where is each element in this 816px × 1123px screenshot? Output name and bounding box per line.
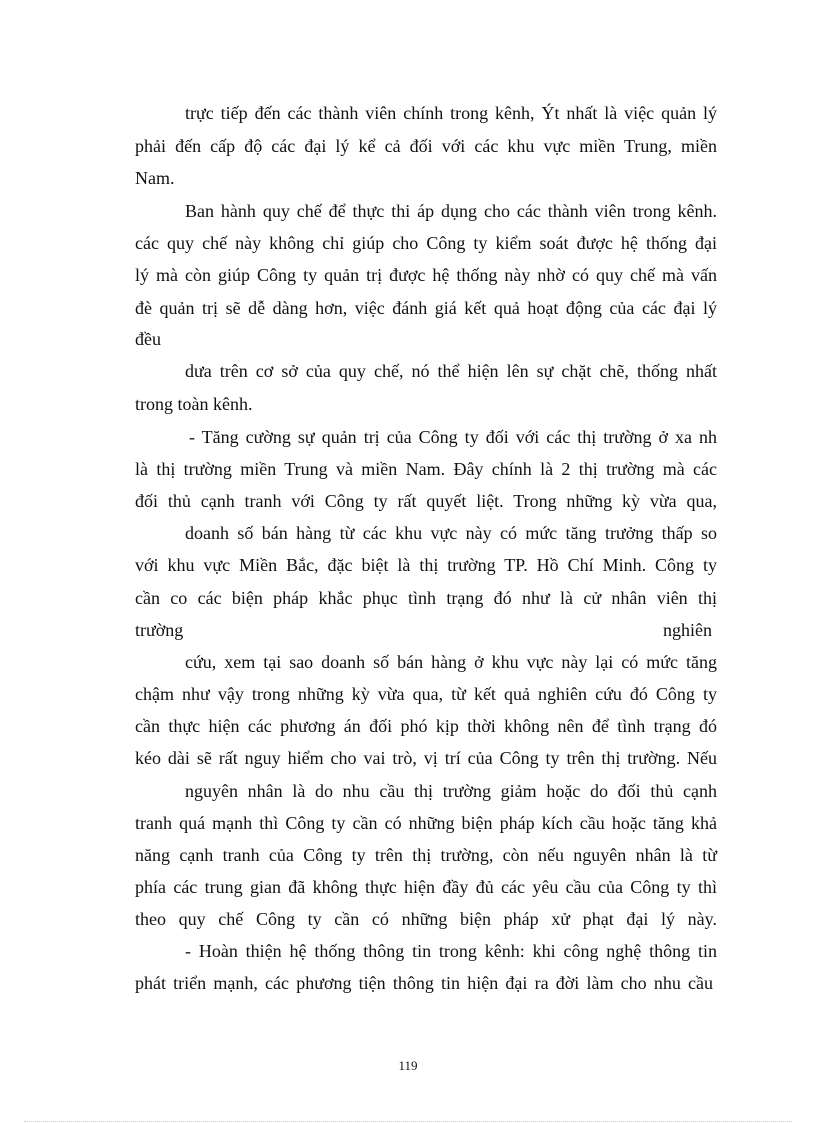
text-line: đều — [135, 329, 161, 349]
text-line: nguyên nhân là do nhu cầu thị trường giảm hoặc do đối thủ cạnh — [185, 781, 717, 801]
text-line: phải đến cấp độ các đại lý kể cả đối với các khu vực miền Trung, miền — [135, 136, 717, 156]
text-line: cần co các biện pháp khắc phục tình trạng đó như là cử nhân viên thị — [135, 588, 717, 608]
text-line: đè quản trị sẽ dễ dàng hơn, việc đánh giá kết quả hoạt động của các đại lý — [135, 298, 717, 318]
text-line: phát triển mạnh, các phương tiện thông tin hiện đại ra đời làm cho nhu cầu — [135, 973, 713, 993]
text-line: trực tiếp đến các thành viên chính trong kênh, Ýt nhất là việc quản lý — [185, 103, 717, 123]
page-bottom-divider — [24, 1121, 792, 1122]
text-line: dưa trên cơ sở của quy chế, nó thể hiện lên sự chặt chẽ, thống nhất — [185, 361, 717, 381]
text-line: kéo dài sẽ rất nguy hiểm cho vai trò, vị trí của Công ty trên thị trường. Nếu — [135, 748, 717, 768]
text-line: trong toàn kênh. — [135, 394, 253, 414]
page-number: 119 — [398, 1058, 418, 1073]
text-line: phía các trung gian đã không thực hiện đầy đủ các yêu cầu của Công ty thì — [135, 877, 717, 897]
text-line: Nam. — [135, 168, 175, 188]
text-line: doanh số bán hàng từ các khu vực này có mức tăng trưởng thấp so — [185, 523, 717, 543]
text-line: Ban hành quy chế để thực thi áp dụng cho các thành viên trong kênh. — [185, 201, 717, 221]
text-line: trường — [135, 620, 184, 640]
text-line: là thị trường miền Trung và miền Nam. Đây chính là 2 thị trường mà các — [135, 459, 717, 479]
text-line: lý mà còn giúp Công ty quản trị được hệ thống này nhờ có quy chế mà vấn — [135, 265, 717, 285]
text-line: năng cạnh tranh của Công ty trên thị trường, còn nếu nguyên nhân là từ — [135, 845, 717, 865]
text-line: tranh quá mạnh thì Công ty cần có những biện pháp kích cầu hoặc tăng khả — [135, 813, 717, 833]
text-line: theo quy chế Công ty cần có những biện pháp xử phạt đại lý này. — [135, 909, 717, 929]
text-line: cứu, xem tại sao doanh số bán hàng ở khu vực này lại có mức tăng — [185, 652, 717, 672]
text-line: nghiên — [663, 620, 712, 640]
text-line: - Hoàn thiện hệ thống thông tin trong kênh: khi công nghệ thông tin — [185, 941, 717, 961]
text-line: đối thủ cạnh tranh với Công ty rất quyết liệt. Trong những kỳ vừa qua, — [135, 491, 717, 511]
text-line: với khu vực Miền Bắc, đặc biệt là thị trường TP. Hồ Chí Minh. Công ty — [135, 555, 717, 575]
text-line: - Tăng cường sự quản trị của Công ty đối với các thị trường ở xa nh — [189, 427, 717, 447]
text-line: các quy chế này không chỉ giúp cho Công ty kiểm soát được hệ thống đại — [135, 233, 717, 253]
text-line: cần thực hiện các phương án đối phó kịp thời không nên để tình trạng đó — [135, 716, 717, 736]
text-line: chậm như vậy trong những kỳ vừa qua, từ kết quả nghiên cứu đó Công ty — [135, 684, 717, 704]
